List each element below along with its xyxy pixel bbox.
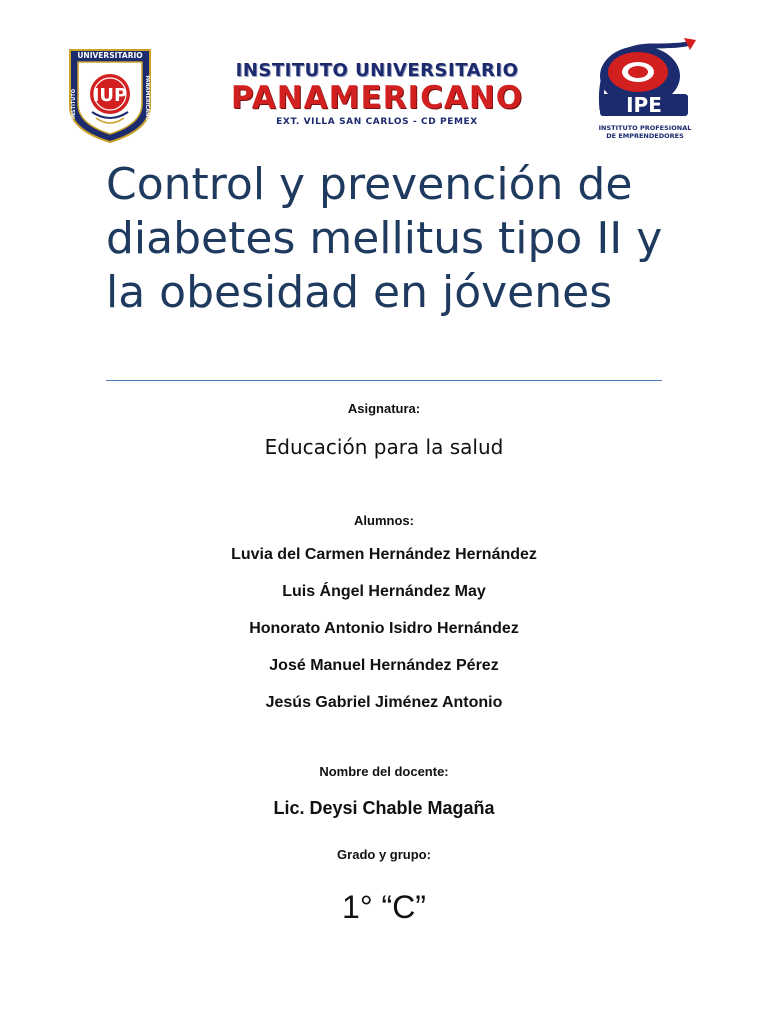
wordmark-line3: EXT. VILLA SAN CARLOS - CD PEMEX [276, 117, 478, 127]
student-name: Luvia del Carmen Hernández Hernández [231, 546, 537, 563]
student-name: Honorato Antonio Isidro Hernández [249, 620, 519, 637]
iup-side-right-text: PANAMERICANO [144, 75, 150, 121]
iup-emblem-text: IUP [92, 85, 128, 106]
iup-logo [66, 44, 154, 144]
ipe-caption [592, 124, 698, 140]
wordmark-line1: INSTITUTO UNIVERSITARIO [235, 60, 519, 81]
iup-top-text: UNIVERSITARIO [77, 51, 143, 60]
ipe-emblem-icon [592, 38, 698, 124]
panamericano-wordmark [204, 60, 550, 127]
ipe-caption-line1: INSTITUTO PROFESIONAL [598, 124, 692, 132]
title-divider [106, 380, 662, 381]
student-name: José Manuel Hernández Pérez [269, 657, 499, 674]
wordmark-line2: PANAMERICANO [230, 80, 524, 116]
ipe-emblem-text: IPE [626, 93, 662, 117]
subject-label: Asignatura: [347, 401, 421, 416]
grade-value: 1° “C” [342, 889, 426, 925]
ipe-caption-line2: DE EMPRENDEDORES [606, 132, 684, 140]
document-title: Control y prevención de diabetes mellitus tipo II y la obesidad en jóvenes [106, 159, 663, 318]
grade-label: Grado y grupo: [337, 847, 431, 862]
iup-shield-icon [66, 44, 154, 144]
ipe-logo [592, 38, 698, 142]
student-name: Luis Ángel Hernández May [282, 583, 486, 600]
subject-value: Educación para la salud [264, 435, 504, 459]
teacher-value: Lic. Deysi Chable Magaña [273, 798, 495, 818]
teacher-label: Nombre del docente: [319, 764, 449, 779]
student-name: Jesús Gabriel Jiménez Antonio [265, 694, 503, 711]
iup-side-left-text: INSTITUTO [71, 88, 77, 120]
students-label: Alumnos: [354, 513, 414, 528]
